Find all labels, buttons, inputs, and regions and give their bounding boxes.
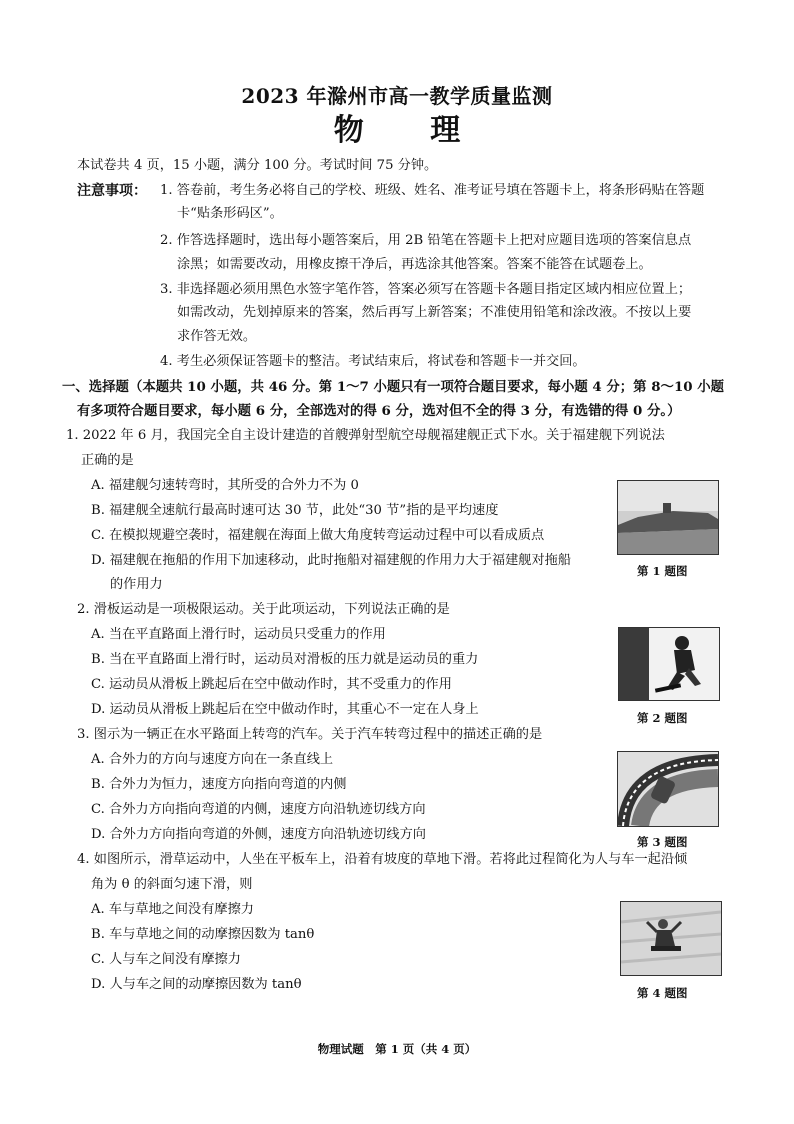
q3-option-a: A. 合外力的方向与速度方向在一条直线上: [91, 752, 334, 767]
exam-title: 2023 年滁州市高一教学质量监测: [241, 84, 553, 108]
q2-figure-caption: 第 2 题图: [637, 711, 688, 725]
exam-intro: 本试卷共 4 页，15 小题，满分 100 分。考试时间 75 分钟。: [77, 158, 438, 173]
q4-figure-grass-sled: [620, 901, 722, 976]
q1-stem-line-2: 正确的是: [81, 453, 134, 468]
q3-option-d: D. 合外力方向指向弯道的外侧，速度方向沿轨迹切线方向: [91, 827, 426, 842]
section-header-line-2: 有多项符合题目要求，每小题 6 分，全部选对的得 6 分，选对但不全的得 3 分，有选错的得 0 分。）: [77, 403, 681, 419]
q4-stem-line-1: 4. 如图所示，滑草运动中，人坐在平板车上，沿着有坡度的草地下滑。若将此过程简化为人与车一起沿倾: [77, 852, 688, 867]
q2-stem: 2. 滑板运动是一项极限运动。关于此项运动，下列说法正确的是: [77, 602, 450, 617]
notice-item-3-line-2: 如需改动，先划掉原来的答案，然后再写上新答案；不准使用铅笔和涂改液。不按以上要: [177, 305, 692, 320]
turning-car-photo: [618, 752, 718, 826]
q2-option-d: D. 运动员从滑板上跳起后在空中做动作时，其重心不一定在人身上: [91, 702, 479, 717]
notice-item-2-line-1: 2. 作答选择题时，选出每小题答案后，用 2B 铅笔在答题卡上把对应题目选项的答案信息点: [160, 233, 692, 248]
q4-option-a: A. 车与草地之间没有摩擦力: [91, 902, 254, 917]
q1-option-d-line-2: 的作用力: [110, 577, 163, 592]
notice-item-3-line-1: 3. 非选择题必须用黑色水签字笔作答，答案必须写在答题卡各题目指定区域内相应位置上；: [160, 282, 692, 297]
skateboarder-photo: [619, 628, 719, 700]
notice-item-2-line-2: 涂黑；如需要改动，用橡皮擦干净后，再选涂其他答案。答案不能答在试题卷上。: [177, 257, 652, 272]
notice-item-1-line-2: 卡“贴条形码区”。: [177, 206, 283, 221]
q2-option-a: A. 当在平直路面上滑行时，运动员只受重力的作用: [91, 627, 386, 642]
q1-figure-caption: 第 1 题图: [637, 564, 688, 578]
q4-option-c: C. 人与车之间没有摩擦力: [91, 952, 241, 967]
q2-figure-skateboard: [618, 627, 720, 701]
q4-option-b: B. 车与草地之间的动摩擦因数为 tanθ: [91, 927, 315, 942]
q1-stem-line-1: 1. 2022 年 6 月，我国完全自主设计建造的首艘弹射型航空母舰福建舰正式下水。关于福建舰下列说法: [66, 428, 665, 443]
page-footer: 物理试题 第 1 页（共 4 页）: [317, 1042, 477, 1056]
q1-figure-aircraft-carrier: [617, 480, 719, 555]
q3-stem: 3. 图示为一辆正在水平路面上转弯的汽车。关于汽车转弯过程中的描述正确的是: [77, 727, 543, 742]
aircraft-carrier-photo: [618, 481, 718, 554]
q3-option-c: C. 合外力方向指向弯道的内侧，速度方向沿轨迹切线方向: [91, 802, 426, 817]
q3-figure-caption: 第 3 题图: [637, 835, 688, 849]
q1-option-a: A. 福建舰匀速转弯时，其所受的合外力不为 0: [91, 478, 359, 493]
grass-sledding-photo: [621, 902, 721, 975]
notice-item-1-line-1: 1. 答卷前，考生务必将自己的学校、班级、姓名、准考证号填在答题卡上，将条形码贴在答题: [160, 183, 705, 198]
q4-stem-line-2: 角为 θ 的斜面匀速下滑，则: [91, 877, 253, 892]
q4-option-d: D. 人与车之间的动摩擦因数为 tanθ: [91, 977, 302, 992]
subject-title: 物 理: [333, 113, 489, 148]
q1-option-b: B. 福建舰全速航行最高时速可达 30 节，此处“30 节”指的是平均速度: [91, 503, 499, 518]
q4-figure-caption: 第 4 题图: [637, 986, 688, 1000]
section-header-line-1: 一、选择题（本题共 10 小题，共 46 分。第 1～7 小题只有一项符合题目要求，每小题 4 分；第 8～10 小题: [62, 379, 725, 395]
notice-item-4-line-1: 4. 考生必须保证答题卡的整洁。考试结束后，将试卷和答题卡一并交回。: [160, 354, 586, 369]
notice-item-3-line-3: 求作答无效。: [177, 329, 257, 344]
q2-option-b: B. 当在平直路面上滑行时，运动员对滑板的压力就是运动员的重力: [91, 652, 479, 667]
q1-option-c: C. 在模拟规避空袭时，福建舰在海面上做大角度转弯运动过程中可以看成质点: [91, 528, 545, 543]
q3-figure-turning-car: [617, 751, 719, 827]
q1-option-d-line-1: D. 福建舰在拖船的作用下加速移动，此时拖船对福建舰的作用力大于福建舰对拖船: [91, 553, 572, 568]
q2-option-c: C. 运动员从滑板上跳起后在空中做动作时，其不受重力的作用: [91, 677, 452, 692]
notice-label: 注意事项：: [77, 183, 147, 199]
q3-option-b: B. 合外力为恒力，速度方向指向弯道的内侧: [91, 777, 347, 792]
